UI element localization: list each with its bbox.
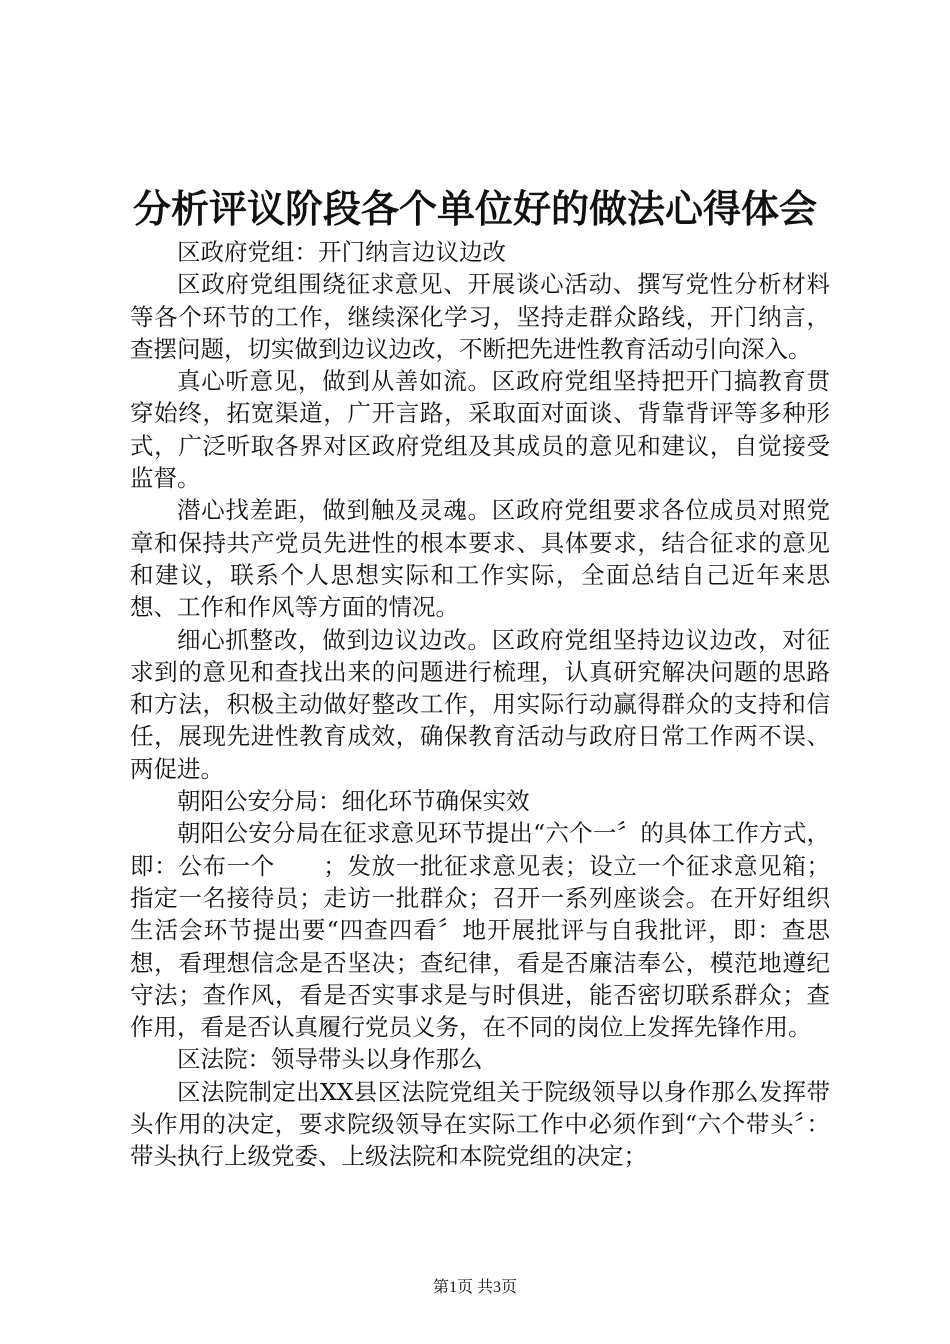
paragraph: 区政府党组围绕征求意见、开展谈心活动、撰写党性分析材料等各个环节的工作，继续深化学习，坚持走群众路线，开门纳言，查摆问题，切实做到边议边改，不断把先进性教育活动引向深入。 [130, 270, 830, 363]
paragraph: 朝阳公安分局在征求意见环节提出“六个一〞的具体工作方式，即：公布一个 ；发放一批征求意见表；设立一个征求意见箱；指定一名接待员；走访一批群众；召开一系列座谈会。在开好组织生活会环节提出要“四查四看〞地开展批评与自我批评，即：查思想，看理想信念是否坚决；查纪律，看是否廉洁奉公，模范地遵纪守法；查作风，看是否实事求是与时俱进，能否密切联系群众；查作用，看是否认真履行党员义务，在不同的岗位上发挥先锋作用。 [130, 819, 830, 1042]
section-heading: 区法院：领导带头以身作那么 [177, 1045, 483, 1074]
section-heading: 区政府党组：开门纳言边议边改 [177, 238, 506, 266]
paragraph: 真心听意见，做到从善如流。区政府党组坚持把开门搞教育贯穿始终，拓宽渠道，广开言路，采取面对面谈、背靠背评等多种形式，广泛听取各界对区政府党组及其成员的意见和建议，自觉接受监督。 [130, 367, 830, 493]
paragraph: 潜心找差距，做到触及灵魂。区政府党组要求各位成员对照党章和保持共产党员先进性的根本要求、具体要求，结合征求的意见和建议，联系个人思想实际和工作实际，全面总结自己近年来思想、工作和作风等方面的情况。 [130, 496, 830, 622]
page-number-footer: 第1页 共3页 [432, 1279, 517, 1296]
paragraph: 区法院制定出XX县区法院党组关于院级领导以身作那么发挥带头作用的决定，要求院级领导在实际工作中必须作到“六个带头〞：带头执行上级党委、上级法院和本院党组的决定； [130, 1077, 830, 1171]
document-body [130, 236, 830, 1173]
paragraph: 细心抓整改，做到边议边改。区政府党组坚持边议边改，对征求到的意见和查找出来的问题进行梳理，认真研究解决问题的思路和方法，积极主动做好整改工作，用实际行动赢得群众的支持和信任，展现先进性教育成效，确保教育活动与政府日常工作两不误、两促进。 [130, 625, 830, 783]
section-heading: 朝阳公安分局：细化环节确保实效 [177, 787, 530, 816]
document-title: 分析评议阶段各个单位好的做法心得体会 [132, 186, 817, 231]
